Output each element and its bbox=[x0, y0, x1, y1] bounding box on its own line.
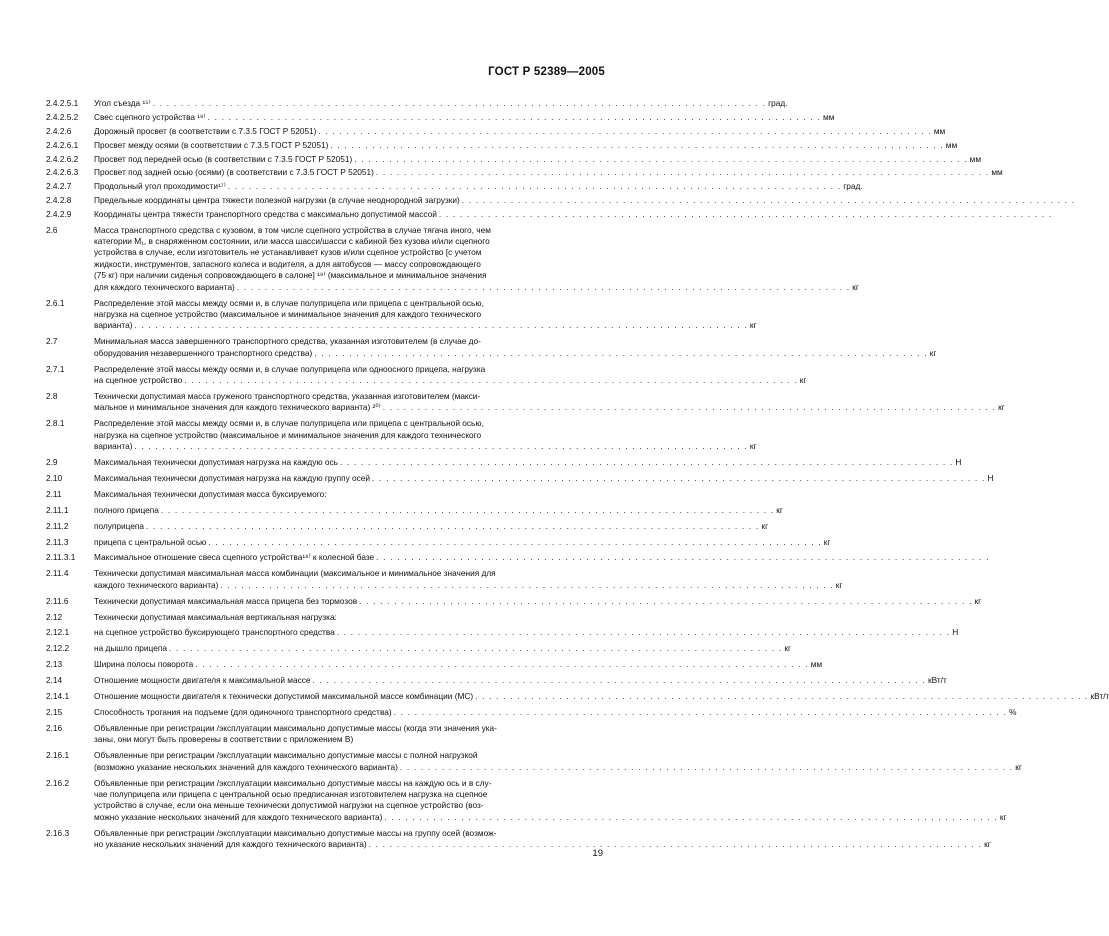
clause-number: 2.4.2.9 bbox=[46, 208, 72, 219]
clause-text bbox=[94, 418, 757, 452]
clause-text bbox=[94, 181, 863, 192]
unit-label: кВт/т bbox=[927, 675, 947, 686]
spec-row bbox=[46, 520, 769, 532]
clause-text-final-line: полного прицепа bbox=[94, 504, 159, 515]
clause-text bbox=[94, 627, 959, 638]
dot-leader: . . . . . . . . . . . . . . . . . . . . . . . . . . . . . . . . . . . . . . . . . . . . . . . . . . . . . . . . . . . . . . . . . . . . . . . . . . . . . . . . . . . . . . . . bbox=[227, 181, 842, 192]
clause-text-final-line: для каждого технического варианта) bbox=[94, 281, 235, 292]
clause-text-line: устройство в случае, если она меньше технически допустимой нагрузки на сцепное устройство (воз- bbox=[94, 800, 484, 811]
clause-text bbox=[94, 139, 958, 151]
unit-label: кг bbox=[799, 375, 807, 386]
clause-text-final-line: Предельные координаты центра тяжести полезной нагрузки (в случае неоднородной загрузки) bbox=[94, 194, 460, 205]
spec-row bbox=[46, 112, 835, 123]
clause-text bbox=[94, 504, 783, 516]
dot-leader: . . . . . . . . . . . . . . . . . . . . . . . . . . . . . . . . . . . . . . . . . . . . . . . . . . . . . . . . . . . . . . . . . . . . . . . . . . . . . . . . . . . . . . . . bbox=[438, 208, 1053, 219]
unit-label: кг bbox=[852, 281, 859, 292]
dot-leader: . . . . . . . . . . . . . . . . . . . . . . . . . . . . . . . . . . . . . . . . . . . . . . . . . . . . . . . . . . . . . . . . . . . . . . . . . . . . . . . . . . . . . . . . bbox=[372, 472, 986, 483]
unit-label: Н bbox=[987, 472, 994, 483]
clause-text bbox=[94, 612, 606, 623]
clause-text-final-line: Просвет под передней осью (в соответствии с 7.3.5 ГОСТ Р 52051) bbox=[94, 153, 353, 164]
clause-text-final-line: Угол съезда ¹⁵⁾ bbox=[94, 98, 151, 109]
clause-text bbox=[94, 675, 947, 686]
clause-text-final-line: Способность трогания на подъеме (для одиночного транспортного средства) bbox=[94, 706, 392, 717]
unit-label: мм bbox=[810, 659, 823, 670]
clause-text-final-line: Максимальная технически допустимая нагрузка на каждую группу осей bbox=[94, 472, 371, 483]
dot-leader: . . . . . . . . . . . . . . . . . . . . . . . . . . . . . . . . . . . . . . . . . . . . . . . . . . . . . . . . . . . . . . . . . . . . . . . . . . . . . . . . . . . . . . . . bbox=[330, 139, 944, 150]
clause-number: 2.15 bbox=[46, 706, 63, 717]
spec-row bbox=[46, 336, 937, 359]
clause-text-final-line: полуприцепа bbox=[94, 520, 145, 531]
clause-number: 2.16.1 bbox=[46, 750, 70, 761]
clause-text-line: жидкости, инструментов, запасного колеса и водителя, а для автобусов — массу сопровождающего bbox=[94, 258, 481, 269]
unit-label: кг bbox=[1015, 761, 1022, 772]
unit-label: мм bbox=[945, 139, 958, 150]
clause-number: 2.11.3.1 bbox=[46, 552, 76, 563]
dot-leader: . . . . . . . . . . . . . . . . . . . . . . . . . . . . . . . . . . . . . . . . . . . . . . . . . . . . . . . . . . . . . . . . . . . . . . . . . . . . . . . . . . . . . . . . bbox=[160, 504, 775, 515]
clause-text-final-line: на сцепное устройство буксирующего транспортного средства bbox=[94, 627, 335, 638]
spec-row bbox=[46, 643, 792, 654]
clause-text-line: Объявленные при регистрации /эксплуатации максимально допустимые массы с полной нагрузкой bbox=[94, 750, 478, 761]
spec-row bbox=[46, 363, 807, 387]
clause-number: 2.11 bbox=[46, 488, 62, 499]
page-number: 19 bbox=[592, 848, 603, 859]
unit-label: кг bbox=[974, 595, 982, 606]
clause-number: 2.8.1 bbox=[46, 418, 65, 429]
clause-text-final-line: Максимальная технически допустимая масса буксируемого: bbox=[94, 488, 327, 499]
clause-text-line: Технически допустимая максимальная масса комбинации (максимальное и минимальное значения для bbox=[94, 568, 496, 579]
clause-text-line: (75 кг) при наличии сиденья сопровождающего в салоне] ¹⁹⁾ (максимальное и минимальное значения bbox=[94, 270, 487, 281]
spec-row bbox=[46, 777, 1007, 824]
clause-number: 2.12.1 bbox=[46, 627, 70, 638]
clause-text bbox=[94, 643, 792, 654]
dot-leader: . . . . . . . . . . . . . . . . . . . . . . . . . . . . . . . . . . . . . . . . . . . . . . . . . . . . . . . . . . . . . . . . . . . . . . . . . . . . . . . . . . . . . . . . bbox=[376, 552, 990, 563]
clause-text bbox=[94, 194, 1076, 206]
clause-text bbox=[94, 489, 606, 500]
clause-text bbox=[94, 297, 757, 332]
dot-leader: . . . . . . . . . . . . . . . . . . . . . . . . . . . . . . . . . . . . . . . . . . . . . . . . . . . . . . . . . . . . . . . . . . . . . . . . . . . . . . . . . . . . . . . . bbox=[134, 320, 748, 331]
clause-text bbox=[94, 363, 807, 387]
clause-text-line: категории M₁, в снаряженном состоянии, или масса шасси/шасси с кабиной без кузова и/или сцепного bbox=[94, 236, 490, 247]
clause-text-line: Распределение этой массы между осями и, в случае полуприцепа или прицепа с центральной осью, bbox=[94, 418, 484, 429]
clause-number: 2.7.1 bbox=[46, 363, 65, 374]
clause-text bbox=[94, 777, 1007, 824]
clause-text-final-line: Отношение мощности двигателя к максимальной массе bbox=[94, 675, 311, 686]
clause-number: 2.11.1 bbox=[46, 504, 69, 515]
clause-text-line: чае полуприцепа или прицепа с центральной осью предписанная изготовителем нагрузка на сцепное bbox=[94, 788, 488, 799]
clause-text bbox=[94, 659, 823, 670]
dot-leader: . . . . . . . . . . . . . . . . . . . . . . . . . . . . . . . . . . . . . . . . . . . . . . . . . . . . . . . . . . . . . . . . . . . . . . . . . . . . . . . . . . . . . . . . bbox=[393, 706, 1008, 717]
spec-row bbox=[46, 194, 1076, 206]
clause-text bbox=[94, 750, 1022, 773]
dot-leader: . . . . . . . . . . . . . . . . . . . . . . . . . . . . . . . . . . . . . . . . . . . . . . . . . . . . . . . . . . . . . . . . . . . . . . . . . . . . . . . . . . . . . . . . bbox=[368, 839, 983, 850]
clause-text-final-line: Координаты центра тяжести транспортного средства с максимально допустимой массой bbox=[94, 208, 437, 219]
clause-number: 2.6 bbox=[46, 224, 58, 235]
clause-text bbox=[94, 552, 990, 563]
unit-label: мм bbox=[933, 125, 946, 136]
clause-text-final-line: каждого технического варианта) bbox=[94, 579, 219, 590]
clause-number: 2.13 bbox=[46, 659, 63, 670]
dot-leader: . . . . . . . . . . . . . . . . . . . . . . . . . . . . . . . . . . . . . . . . . . . . . . . . . . . . . . . . . . . . . . . . . . . . . . . . . . . . . . . . . . . . . . . . bbox=[399, 761, 1014, 772]
clause-text-final-line: Дорожный просвет (в соответствии с 7.3.5 ГОСТ Р 52051) bbox=[94, 125, 317, 136]
dot-leader: . . . . . . . . . . . . . . . . . . . . . . . . . . . . . . . . . . . . . . . . . . . . . . . . . . . . . . . . . . . . . . . . . . . . . . . . . . . . . . . . . . . . . . . . bbox=[220, 579, 834, 590]
clause-text-final-line: оборудования незавершенного транспортного средства) bbox=[94, 347, 313, 358]
unit-label: кг bbox=[835, 579, 843, 590]
clause-text-line: устройства в случае, если изготовитель не устанавливает кузов и/или сцепное устройство [с учетом bbox=[94, 247, 482, 258]
clause-text bbox=[94, 827, 991, 851]
clause-number: 2.12.2 bbox=[46, 643, 70, 654]
clause-number: 2.4.2.6.1 bbox=[46, 139, 79, 150]
clause-text bbox=[94, 536, 831, 548]
clause-number: 2.12 bbox=[46, 611, 63, 622]
clause-text-final-line: но указание нескольких значений для каждого технического варианта) bbox=[94, 839, 367, 850]
dot-leader: . . . . . . . . . . . . . . . . . . . . . . . . . . . . . . . . . . . . . . . . . . . . . . . . . . . . . . . . . . . . . . . . . . . . . . . . . . . . . . . . . . . . . . . . bbox=[339, 456, 954, 467]
clause-text-final-line: Продольный угол проходимости¹⁷⁾ bbox=[94, 181, 226, 192]
clause-text-final-line: можно указание нескольких значений для каждого технического варианта) bbox=[94, 811, 383, 822]
clause-text-line: нагрузка на сцепное устройство (максимальное и минимальное значения для каждого технического bbox=[94, 429, 482, 440]
clause-text bbox=[94, 706, 1017, 718]
clause-text bbox=[94, 112, 835, 123]
clause-text bbox=[94, 520, 769, 532]
unit-label: кг bbox=[823, 536, 831, 547]
clause-number: 2.4.2.5.2 bbox=[46, 112, 79, 123]
dot-leader: . . . . . . . . . . . . . . . . . . . . . . . . . . . . . . . . . . . . . . . . . . . . . . . . . . . . . . . . . . . . . . . . . . . . . . . . . . . . . . . . . . . . . . . . bbox=[195, 659, 809, 670]
clause-text-line: Объявленные при регистрации /эксплуатации максимально допустимые массы на группу осей (возмож- bbox=[94, 827, 497, 838]
unit-label: % bbox=[1009, 706, 1017, 717]
spec-row bbox=[46, 568, 843, 591]
clause-number: 2.16 bbox=[46, 722, 63, 733]
dot-leader: . . . . . . . . . . . . . . . . . . . . . . . . . . . . . . . . . . . . . . . . . . . . . . . . . . . . . . . . . . . . . . . . . . . . . . . . . . . . . . . . . . . . . . . . bbox=[146, 520, 760, 531]
spec-row bbox=[46, 125, 946, 137]
clause-text-line: нагрузка на сцепное устройство (максимальное и минимальное значения для каждого технического bbox=[94, 309, 482, 320]
spec-row bbox=[46, 750, 1022, 773]
clause-text-final-line: заны, они могут быть проверены в соответствии с приложением В) bbox=[94, 734, 354, 745]
clause-text bbox=[94, 472, 994, 484]
spec-row bbox=[46, 181, 863, 192]
clause-text-line: Объявленные при регистрации /эксплуатации максимально допустимые массы (когда эти значения ука- bbox=[94, 722, 497, 733]
clause-number: 2.4.2.5.1 bbox=[46, 98, 79, 109]
dot-leader: . . . . . . . . . . . . . . . . . . . . . . . . . . . . . . . . . . . . . . . . . . . . . . . . . . . . . . . . . . . . . . . . . . . . . . . . . . . . . . . . . . . . . . . . bbox=[168, 643, 783, 654]
clause-number: 2.4.2.6.2 bbox=[46, 153, 79, 164]
clause-text-final-line: на дышло прицепа bbox=[94, 643, 167, 654]
spec-row bbox=[46, 691, 1109, 702]
unit-label: кг bbox=[749, 441, 757, 452]
clause-text-line: Масса транспортного средства с кузовом, в том числе сцепного устройства в случае тягача иного, чем bbox=[94, 224, 491, 235]
dot-leader: . . . . . . . . . . . . . . . . . . . . . . . . . . . . . . . . . . . . . . . . . . . . . . . . . . . . . . . . . . . . . . . . . . . . . . . . . . . . . . . . . . . . . . . . bbox=[134, 441, 748, 452]
clause-number: 2.11.4 bbox=[46, 568, 69, 579]
clause-number: 2.4.2.7 bbox=[46, 181, 72, 192]
clause-text bbox=[94, 456, 962, 468]
spec-row bbox=[46, 456, 962, 468]
dot-leader: . . . . . . . . . . . . . . . . . . . . . . . . . . . . . . . . . . . . . . . . . . . . . . . . . . . . . . . . . . . . . . . . . . . . . . . . . . . . . . . . . . . . . . . . bbox=[461, 194, 1076, 205]
spec-row bbox=[46, 552, 990, 563]
clause-text-final-line: Технически допустимая максимальная вертикальная нагрузка: bbox=[94, 611, 337, 622]
clause-number: 2.16.2 bbox=[46, 777, 70, 788]
clause-number: 2.4.2.6.3 bbox=[46, 167, 79, 178]
dot-leader: . . . . . . . . . . . . . . . . . . . . . . . . . . . . . . . . . . . . . . . . . . . . . . . . . . . . . . . . . . . . . . . . . . . . . . . . . . . . . . . . . . . . . . . . bbox=[354, 153, 968, 164]
spec-row bbox=[46, 208, 1053, 220]
spec-row bbox=[46, 723, 606, 746]
unit-label: кг bbox=[984, 839, 991, 850]
clause-text-final-line: Максимальная технически допустимая нагрузка на каждую ось bbox=[94, 456, 338, 467]
spec-row bbox=[46, 297, 757, 332]
spec-row bbox=[46, 706, 1017, 718]
spec-row bbox=[46, 827, 991, 851]
dot-leader: . . . . . . . . . . . . . . . . . . . . . . . . . . . . . . . . . . . . . . . . . . . . . . . . . . . . . . . . . . . . . . . . . . . . . . . . . . . . . . . . . . . . . . . . bbox=[336, 627, 951, 638]
dot-leader: . . . . . . . . . . . . . . . . . . . . . . . . . . . . . . . . . . . . . . . . . . . . . . . . . . . . . . . . . . . . . . . . . . . . . . . . . . . . . . . . . . . . . . . . bbox=[375, 167, 990, 178]
dot-leader: . . . . . . . . . . . . . . . . . . . . . . . . . . . . . . . . . . . . . . . . . . . . . . . . . . . . . . . . . . . . . . . . . . . . . . . . . . . . . . . . . . . . . . . . bbox=[208, 536, 822, 547]
clause-text-line: Распределение этой массы между осями и, в случае полуприцепа или прицепа с центральной осью, bbox=[94, 297, 484, 308]
specification-list bbox=[46, 96, 1109, 850]
spec-row bbox=[46, 675, 947, 686]
spec-row bbox=[46, 139, 958, 151]
clause-number: 2.10 bbox=[46, 472, 63, 483]
unit-label: кг bbox=[749, 320, 757, 331]
clause-text bbox=[94, 153, 982, 165]
clause-text-final-line: Свес сцепного устройства ¹⁸⁾ bbox=[94, 112, 206, 123]
unit-label: кг bbox=[998, 402, 1005, 413]
spec-row bbox=[46, 390, 1005, 414]
spec-row bbox=[46, 224, 859, 293]
clause-text-final-line: (возможно указание нескольких значений для каждого технического варианта) bbox=[94, 761, 398, 772]
clause-text-final-line: прицепа с центральной осью bbox=[94, 536, 207, 547]
spec-row bbox=[46, 489, 606, 500]
clause-text bbox=[94, 167, 1003, 178]
unit-label: кг bbox=[784, 643, 792, 654]
dot-leader: . . . . . . . . . . . . . . . . . . . . . . . . . . . . . . . . . . . . . . . . . . . . . . . . . . . . . . . . . . . . . . . . . . . . . . . . . . . . . . . . . . . . . . . . bbox=[359, 595, 973, 606]
spec-row bbox=[46, 153, 982, 165]
clause-text-final-line: варианта) bbox=[94, 320, 133, 331]
spec-row bbox=[46, 472, 994, 484]
dot-leader: . . . . . . . . . . . . . . . . . . . . . . . . . . . . . . . . . . . . . . . . . . . . . . . . . . . . . . . . . . . . . . . . . . . . . . . . . . . . . . . . . . . . . . . . bbox=[184, 375, 798, 386]
clause-number: 2.8 bbox=[46, 390, 58, 401]
dot-leader: . . . . . . . . . . . . . . . . . . . . . . . . . . . . . . . . . . . . . . . . . . . . . . . . . . . . . . . . . . . . . . . . . . . . . . . . . . . . . . . . . . . . . . . . bbox=[318, 125, 932, 136]
clause-number: 2.16.3 bbox=[46, 827, 70, 838]
unit-label: кг bbox=[929, 347, 937, 358]
clause-text bbox=[94, 224, 859, 293]
clause-text-final-line: Просвет между осями (в соответствии с 7.3.5 ГОСТ Р 52051) bbox=[94, 139, 329, 150]
clause-text-final-line: Просвет под задней осью (осями) (в соответствии с 7.3.5 ГОСТ Р 52051) bbox=[94, 167, 374, 178]
clause-number: 2.11.6 bbox=[46, 595, 69, 606]
clause-text bbox=[94, 568, 843, 591]
unit-label: кг bbox=[776, 504, 783, 515]
unit-label: кг bbox=[999, 811, 1007, 822]
dot-leader: . . . . . . . . . . . . . . . . . . . . . . . . . . . . . . . . . . . . . . . . . . . . . . . . . . . . . . . . . . . . . . . . . . . . . . . . . . . . . . . . . . . . . . . . bbox=[207, 112, 822, 123]
clause-number: 2.4.2.8 bbox=[46, 194, 72, 205]
clause-number: 2.6.1 bbox=[46, 297, 65, 308]
spec-row bbox=[46, 595, 982, 607]
spec-row bbox=[46, 504, 783, 516]
clause-text bbox=[94, 98, 788, 109]
clause-text bbox=[94, 691, 1109, 702]
spec-row bbox=[46, 612, 606, 623]
clause-text-line: Распределение этой массы между осями и, в случае полуприцепа или одноосного прицепа, нагрузка bbox=[94, 363, 486, 374]
spec-row bbox=[46, 167, 1003, 178]
clause-text-line: Объявленные при регистрации /эксплуатации максимально допустимые массы на каждую ось и в слу- bbox=[94, 777, 492, 788]
clause-number: 2.4.2.6 bbox=[46, 125, 72, 136]
clause-number: 2.9 bbox=[46, 456, 58, 467]
document-header-standard-id: ГОСТ Р 52389—2005 bbox=[488, 66, 605, 78]
dot-leader: . . . . . . . . . . . . . . . . . . . . . . . . . . . . . . . . . . . . . . . . . . . . . . . . . . . . . . . . . . . . . . . . . . . . . . . . . . . . . . . . . . . . . . . . bbox=[236, 281, 851, 292]
spec-row bbox=[46, 659, 823, 670]
clause-text-final-line: Максимальное отношение свеса сцепного устройства¹⁸⁾ к колесной базе bbox=[94, 552, 375, 563]
clause-text-final-line: варианта) bbox=[94, 441, 133, 452]
unit-label: град. bbox=[768, 98, 788, 109]
dot-leader: . . . . . . . . . . . . . . . . . . . . . . . . . . . . . . . . . . . . . . . . . . . . . . . . . . . . . . . . . . . . . . . . . . . . . . . . . . . . . . . . . . . . . . . . bbox=[152, 98, 767, 109]
clause-number: 2.11.3 bbox=[46, 536, 69, 547]
spec-row bbox=[46, 98, 788, 109]
clause-number: 2.11.2 bbox=[46, 520, 69, 531]
unit-label: мм bbox=[969, 153, 982, 164]
clause-text bbox=[94, 125, 946, 137]
unit-label: мм bbox=[823, 112, 835, 123]
dot-leader: . . . . . . . . . . . . . . . . . . . . . . . . . . . . . . . . . . . . . . . . . . . . . . . . . . . . . . . . . . . . . . . . . . . . . . . . . . . . . . . . . . . . . . . . bbox=[312, 675, 926, 686]
clause-text-line: Технически допустимая масса груженого транспортного средства, указанная изготовителем (макси- bbox=[94, 390, 481, 401]
spec-row bbox=[46, 536, 831, 548]
unit-label: Н bbox=[955, 456, 962, 467]
clause-text bbox=[94, 336, 937, 359]
unit-label: мм bbox=[991, 167, 1003, 178]
spec-row bbox=[46, 627, 959, 638]
unit-label: кВт/т bbox=[1090, 691, 1109, 702]
unit-label: град. bbox=[843, 181, 863, 192]
clause-text bbox=[94, 390, 1005, 414]
clause-text bbox=[94, 723, 606, 746]
clause-text-final-line: Отношение мощности двигателя к технически допустимой максимальной массе комбинации (MC) bbox=[94, 691, 474, 702]
dot-leader: . . . . . . . . . . . . . . . . . . . . . . . . . . . . . . . . . . . . . . . . . . . . . . . . . . . . . . . . . . . . . . . . . . . . . . . . . . . . . . . . . . . . . . . . bbox=[314, 347, 928, 358]
unit-label: кг bbox=[761, 520, 769, 531]
dot-leader: . . . . . . . . . . . . . . . . . . . . . . . . . . . . . . . . . . . . . . . . . . . . . . . . . . . . . . . . . . . . . . . . . . . . . . . . . . . . . . . . . . . . . . . . bbox=[475, 691, 1089, 702]
clause-number: 2.7 bbox=[46, 336, 58, 347]
clause-text bbox=[94, 595, 982, 607]
clause-number: 2.14 bbox=[46, 675, 63, 686]
dot-leader: . . . . . . . . . . . . . . . . . . . . . . . . . . . . . . . . . . . . . . . . . . . . . . . . . . . . . . . . . . . . . . . . . . . . . . . . . . . . . . . . . . . . . . . . bbox=[382, 402, 997, 413]
clause-text-final-line: мальное и минимальное значения для каждого технического варианта) ²⁰⁾ bbox=[94, 402, 381, 413]
clause-text-final-line: на сцепное устройство bbox=[94, 375, 183, 386]
clause-number: 2.14.1 bbox=[46, 691, 70, 702]
clause-text-final-line: Ширина полосы поворота bbox=[94, 659, 194, 670]
clause-text-final-line: Технически допустимая максимальная масса прицепа без тормозов bbox=[94, 595, 358, 606]
dot-leader: . . . . . . . . . . . . . . . . . . . . . . . . . . . . . . . . . . . . . . . . . . . . . . . . . . . . . . . . . . . . . . . . . . . . . . . . . . . . . . . . . . . . . . . . bbox=[384, 811, 998, 822]
unit-label: Н bbox=[952, 627, 959, 638]
spec-row bbox=[46, 418, 757, 452]
clause-text bbox=[94, 208, 1053, 220]
clause-text-line: Минимальная масса завершенного транспортного средства, указанная изготовителем (в случае до- bbox=[94, 336, 481, 347]
